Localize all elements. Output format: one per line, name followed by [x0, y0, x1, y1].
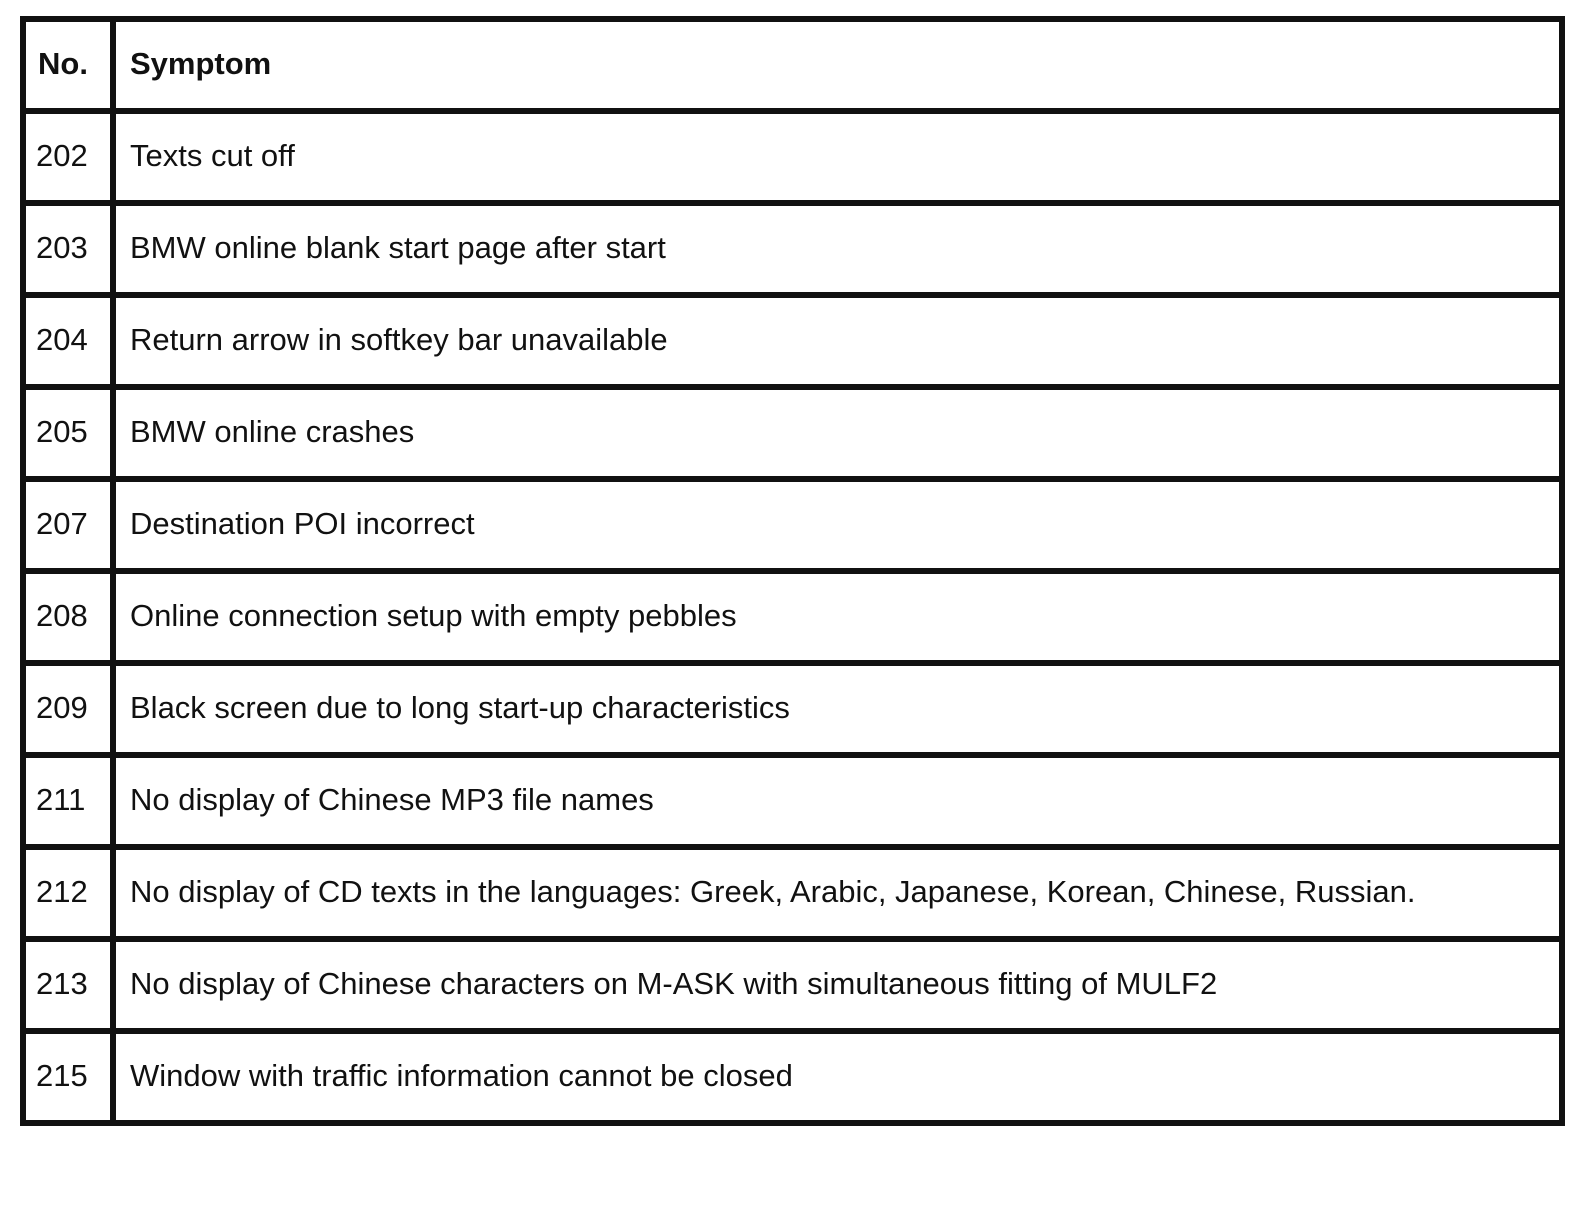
row-number: 204 [23, 295, 113, 387]
row-symptom: Online connection setup with empty pebbles [113, 571, 1562, 663]
table-row [23, 295, 1562, 387]
row-symptom: BMW online blank start page after start [113, 203, 1562, 295]
row-number: 205 [23, 387, 113, 479]
row-number: 211 [23, 755, 113, 847]
header-row [23, 19, 1562, 111]
table-row [23, 111, 1562, 203]
row-symptom: No display of Chinese MP3 file names [113, 755, 1562, 847]
row-symptom: Return arrow in softkey bar unavailable [113, 295, 1562, 387]
row-number: 208 [23, 571, 113, 663]
header-no: No. [23, 19, 113, 111]
table-row [23, 755, 1562, 847]
row-number: 213 [23, 939, 113, 1031]
row-number: 215 [23, 1031, 113, 1123]
row-symptom: No display of Chinese characters on M-ASK with simultaneous fitting of MULF2 [113, 939, 1562, 1031]
row-symptom: Window with traffic information cannot be closed [113, 1031, 1562, 1123]
row-symptom: BMW online crashes [113, 387, 1562, 479]
table-row [23, 663, 1562, 755]
row-number: 212 [23, 847, 113, 939]
table-row [23, 203, 1562, 295]
row-symptom: Texts cut off [113, 111, 1562, 203]
row-number: 203 [23, 203, 113, 295]
table-row [23, 479, 1562, 571]
row-symptom: No display of CD texts in the languages: Greek, Arabic, Japanese, Korean, Chinese, Russian. [113, 847, 1562, 939]
row-symptom: Destination POI incorrect [113, 479, 1562, 571]
row-symptom: Black screen due to long start-up characteristics [113, 663, 1562, 755]
table-row [23, 387, 1562, 479]
header-symptom: Symptom [113, 19, 1562, 111]
symptom-table [20, 16, 1565, 1126]
table-row [23, 1031, 1562, 1123]
table-row [23, 939, 1562, 1031]
row-number: 209 [23, 663, 113, 755]
table-row [23, 571, 1562, 663]
table-row [23, 847, 1562, 939]
row-number: 202 [23, 111, 113, 203]
row-number: 207 [23, 479, 113, 571]
